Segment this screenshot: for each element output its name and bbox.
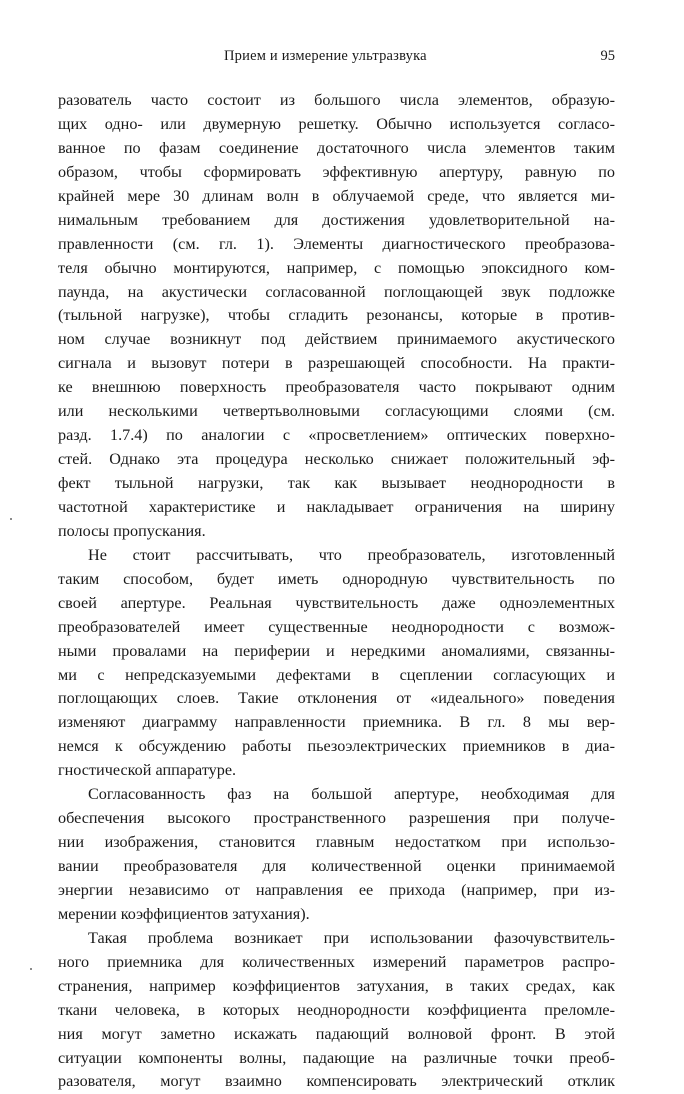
text-line: ного приемника для количественных измерений параметров распро-	[58, 952, 615, 971]
text-line: теля обычно монтируются, например, с помощью эпоксидного ком-	[58, 258, 615, 277]
text-line: стей. Однако эта процедура несколько снижает положительный эф-	[58, 450, 615, 469]
text-line: ткани человека, в которых неоднородности коэффициента преломле-	[58, 1000, 615, 1019]
text-line: щих одно- или двумерную решетку. Обычно используется согласо-	[58, 114, 615, 133]
text-line: образом, чтобы сформировать эффективную апертуру, равную по	[58, 162, 615, 181]
text-line: Согласованность фаз на большой апертуре, необходимая для	[88, 785, 615, 804]
text-line: правленности (см. гл. 1). Элементы диагностического преобразова-	[58, 234, 615, 253]
text-line: обеспечения высокого пространственного разрешения при получе-	[58, 809, 615, 828]
text-line: поглощающих слоев. Такие отклонения от «идеального» поведения	[58, 689, 615, 708]
text-line: изменяют диаграмму направленности приемника. В гл. 8 мы вер-	[58, 713, 615, 732]
text-line: гностической аппаратуре.	[58, 761, 237, 780]
text-line: крайней мере 30 длинам волн в облучаемой среде, что является ми-	[58, 186, 615, 205]
text-line: ном случае возникнут под действием принимаемого акустического	[58, 330, 615, 349]
text-line: ке внешнюю поверхность преобразователя часто покрывают одним	[58, 378, 615, 397]
scan-speck	[30, 968, 32, 970]
text-line: ными провалами на периферии и нередкими аномалиями, связанны-	[58, 641, 615, 660]
text-line: сигнала и вызовут потери в разрешающей способности. На практи-	[58, 354, 615, 373]
text-line: разователя, могут взаимно компенсировать электрический отклик	[58, 1072, 615, 1091]
text-line: ситуации компоненты волны, падающие на различные точки преоб-	[58, 1048, 615, 1067]
text-line: или несколькими четвертьволновыми согласующими слоями (см.	[58, 402, 615, 421]
text-line: немся к обсуждению работы пьезоэлектрических приемников в диа-	[58, 737, 615, 756]
text-line: преобразователей имеет существенные неоднородности с возмож-	[58, 617, 615, 636]
text-line: ми с непредсказуемыми дефектами в сцеплении согласующих и	[58, 665, 615, 684]
text-line: странения, например коэффициентов затухания, в таких средах, как	[58, 976, 615, 995]
text-line: частотной характеристике и накладывает ограничения на ширину	[58, 497, 615, 516]
text-line: мерении коэффициентов затухания).	[58, 904, 310, 923]
text-line: ния могут заметно искажать падающий волновой фронт. В этой	[58, 1024, 615, 1043]
page-number: 95	[600, 48, 615, 64]
text-line: энергии независимо от направления ее прихода (например, при из-	[58, 880, 615, 899]
text-line: разд. 1.7.4) по аналогии с «просветлением» оптических поверхно-	[58, 426, 615, 445]
text-line: нии изображения, становится главным недостатком при использо-	[58, 833, 615, 852]
scan-speck	[10, 518, 12, 520]
text-line: паунда, на акустически согласованной поглощающей звук подложке	[58, 282, 615, 301]
running-title: Прием и измерение ультразвука	[224, 48, 427, 64]
text-line: фект тыльной нагрузки, так как вызывает неоднородности в	[58, 474, 615, 492]
text-line: (тыльной нагрузке), чтобы сгладить резонансы, которые в против-	[58, 306, 615, 325]
text-line: Такая проблема возникает при использовании фазочувствитель-	[88, 928, 615, 947]
text-line: вании преобразователя для количественной оценки принимаемой	[58, 857, 615, 875]
text-line: полосы пропускания.	[58, 521, 206, 540]
running-head	[58, 48, 615, 72]
text-line: своей апертуре. Реальная чувствительность даже одноэлементных	[58, 593, 615, 612]
text-line: разователь часто состоит из большого числа элементов, образую-	[58, 91, 615, 109]
text-line: нимальным требованием для достижения удовлетворительной на-	[58, 210, 615, 229]
text-line: ванное по фазам соединение достаточного числа элементов таким	[58, 138, 615, 157]
text-line: Не стоит рассчитывать, что преобразователь, изготовленный	[88, 545, 615, 564]
text-line: таким способом, будет иметь однородную чувствительность по	[58, 569, 615, 588]
body-text	[58, 89, 615, 1094]
